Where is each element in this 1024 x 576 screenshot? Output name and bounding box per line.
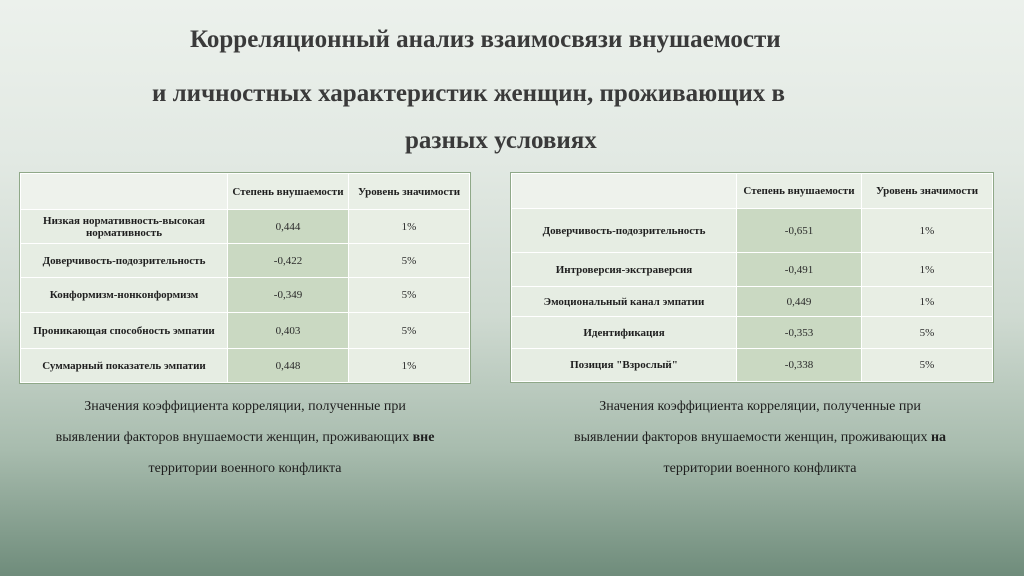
caption-line-1: Значения коэффициента корреляции, полученные при <box>599 399 921 414</box>
significance-cell: 1% <box>862 209 993 253</box>
factor-cell: Позиция "Взрослый" <box>512 349 737 382</box>
header-empty-cell <box>21 174 228 210</box>
header-significance: Уровень значимости <box>349 174 470 210</box>
value-cell: -0,422 <box>228 244 349 278</box>
table-row <box>21 349 470 383</box>
value-cell: -0,353 <box>737 317 862 349</box>
table-row <box>21 313 470 349</box>
caption-line-2 <box>20 422 470 453</box>
factor-cell: Доверчивость-подозрительность <box>21 244 228 278</box>
significance-cell: 1% <box>349 349 470 383</box>
caption-line-2 <box>520 422 1000 453</box>
value-cell: 0,403 <box>228 313 349 349</box>
significance-cell: 5% <box>349 244 470 278</box>
caption-outside-conflict <box>20 391 470 484</box>
correlation-table-outside-conflict <box>20 173 470 383</box>
factor-cell: Низкая нормативность-высокая нормативность <box>21 210 228 244</box>
caption-emphasis: вне <box>412 430 435 445</box>
significance-cell: 1% <box>349 210 470 244</box>
significance-cell: 1% <box>862 253 993 287</box>
table-row <box>21 210 470 244</box>
factor-cell: Конформизм-нонконформизм <box>21 278 228 313</box>
caption-line-1: Значения коэффициента корреляции, полученные при <box>84 399 406 414</box>
value-cell: -0,651 <box>737 209 862 253</box>
table-row <box>21 278 470 313</box>
factor-cell: Проникающая способность эмпатии <box>21 313 228 349</box>
table-header-row <box>21 174 470 210</box>
significance-cell: 5% <box>349 278 470 313</box>
table-row <box>21 244 470 278</box>
caption-line-2-text: выявлении факторов внушаемости женщин, проживающих <box>55 430 413 445</box>
title-line-1: Корреляционный анализ взаимосвязи внушаемости <box>190 26 781 53</box>
factor-cell: Интроверсия-экстраверсия <box>512 253 737 287</box>
header-suggestibility: Степень внушаемости <box>228 174 349 210</box>
value-cell: -0,349 <box>228 278 349 313</box>
caption-line-3: территории военного конфликта <box>663 461 857 476</box>
table-row <box>512 253 993 287</box>
header-significance: Уровень значимости <box>862 174 993 209</box>
caption-line-2-text: выявлении факторов внушаемости женщин, проживающих <box>573 430 931 445</box>
title-line-3: разных условиях <box>405 127 597 154</box>
correlation-table-inside-conflict <box>511 173 993 382</box>
caption-emphasis: на <box>930 430 947 445</box>
header-empty-cell <box>512 174 737 209</box>
factor-cell: Эмоциональный канал эмпатии <box>512 287 737 317</box>
significance-cell: 5% <box>349 313 470 349</box>
table-row <box>512 317 993 349</box>
header-suggestibility: Степень внушаемости <box>737 174 862 209</box>
factor-cell: Суммарный показатель эмпатии <box>21 349 228 383</box>
factor-cell: Идентификация <box>512 317 737 349</box>
significance-cell: 5% <box>862 349 993 382</box>
significance-cell: 5% <box>862 317 993 349</box>
value-cell: -0,338 <box>737 349 862 382</box>
caption-inside-conflict <box>520 391 1000 484</box>
caption-line-3: территории военного конфликта <box>148 461 342 476</box>
value-cell: 0,448 <box>228 349 349 383</box>
table-row <box>512 209 993 253</box>
table-header-row <box>512 174 993 209</box>
value-cell: -0,491 <box>737 253 862 287</box>
value-cell: 0,449 <box>737 287 862 317</box>
title-line-2: и личностных характеристик женщин, проживающих в <box>152 80 786 107</box>
table-row <box>512 287 993 317</box>
value-cell: 0,444 <box>228 210 349 244</box>
significance-cell: 1% <box>862 287 993 317</box>
table-row <box>512 349 993 382</box>
factor-cell: Доверчивость-подозрительность <box>512 209 737 253</box>
